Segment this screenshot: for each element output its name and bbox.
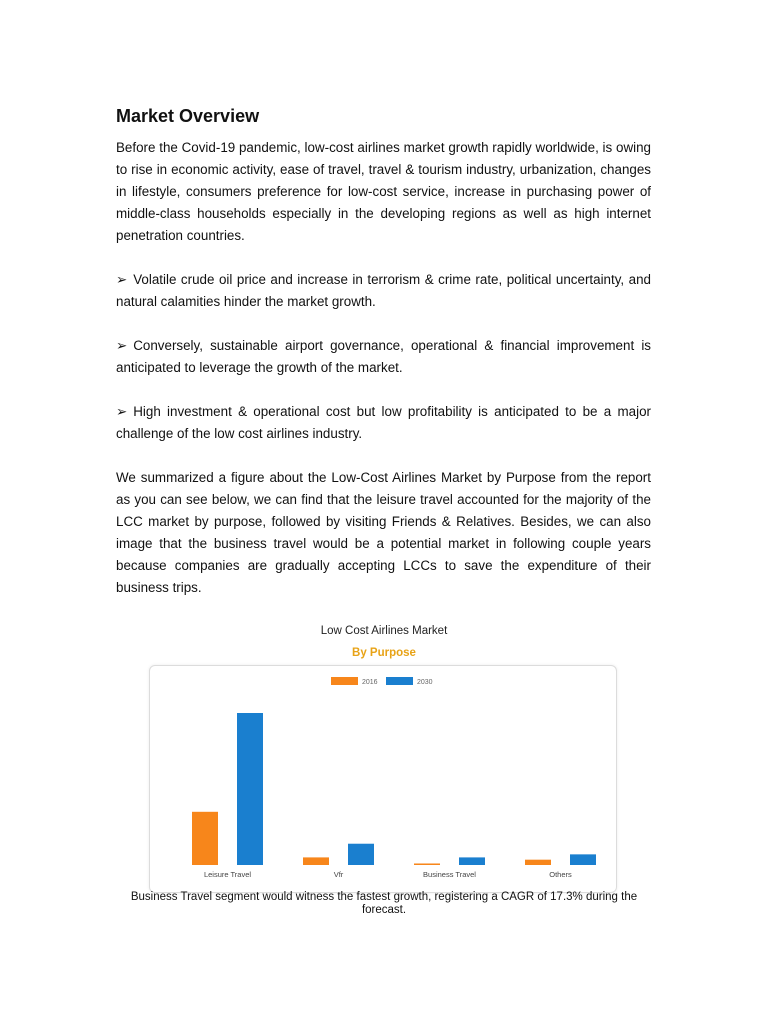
- legend-swatch-2030: [386, 677, 413, 685]
- chart-caption: Business Travel segment would witness the fastest growth, registering a CAGR of 17.3% during the forecast.: [130, 891, 638, 916]
- document-body: [116, 106, 651, 621]
- bar-2030-2: [459, 857, 485, 865]
- intro-paragraph: Before the Covid-19 pandemic, low-cost airlines market growth rapidly worldwide, is owing to rise in economic activity, ease of travel, travel & tourism industry, urbanization, changes in lifestyle, consumers preference for low-cost service, increase in purchasing power of middle-class households especially in the developing regions as well as high internet penetration countries.: [116, 140, 651, 243]
- arrow-bullet-icon: ➢: [116, 272, 128, 287]
- bar-2030-1: [348, 844, 374, 865]
- legend-label-2030: 2030: [417, 679, 433, 686]
- bullet-item-2: [116, 335, 651, 379]
- chart-panel: [149, 665, 617, 893]
- legend-swatch-2016: [331, 677, 358, 685]
- x-tick-label: Business Travel: [423, 870, 476, 879]
- bullet-text: High investment & operational cost but low profitability is anticipated to be a major challenge of the low cost airlines industry.: [116, 404, 651, 441]
- bullet-item-1: [116, 269, 651, 313]
- bullet-text: Conversely, sustainable airport governance, operational & financial improvement is anticipated to leverage the growth of the market.: [116, 338, 651, 375]
- chart-figure: [0, 618, 768, 928]
- page-title: Market Overview: [116, 106, 260, 126]
- bar-2030-0: [237, 713, 263, 865]
- chart-subtitle: By Purpose: [352, 647, 416, 659]
- bar-chart: [150, 666, 616, 892]
- summary-paragraph: We summarized a figure about the Low-Cost Airlines Market by Purpose from the report as you can see below, we can find that the leisure travel accounted for the majority of the LCC market by purpose, followed by visiting Friends & Relatives. Besides, we can also image that the business travel would be a potential market in following couple years because companies are gradually accepting LCCs to save the expenditure of their business trips.: [116, 470, 651, 595]
- x-tick-label: Leisure Travel: [203, 870, 252, 879]
- bullet-item-3: [116, 401, 651, 445]
- bar-2016-0: [192, 812, 218, 865]
- legend-label-2016: 2016: [362, 679, 378, 686]
- arrow-bullet-icon: ➢: [116, 404, 128, 419]
- x-tick-label: Others: [549, 870, 572, 879]
- x-tick-label: Vfr: [333, 870, 344, 879]
- bar-2016-2: [414, 863, 440, 865]
- bar-2030-3: [570, 854, 596, 865]
- bullet-text: Volatile crude oil price and increase in terrorism & crime rate, political uncertainty, and natural calamities hinder the market growth.: [116, 272, 651, 309]
- chart-title: Low Cost Airlines Market: [320, 625, 448, 637]
- arrow-bullet-icon: ➢: [116, 338, 128, 353]
- bar-2016-3: [525, 860, 551, 865]
- bar-2016-1: [303, 857, 329, 865]
